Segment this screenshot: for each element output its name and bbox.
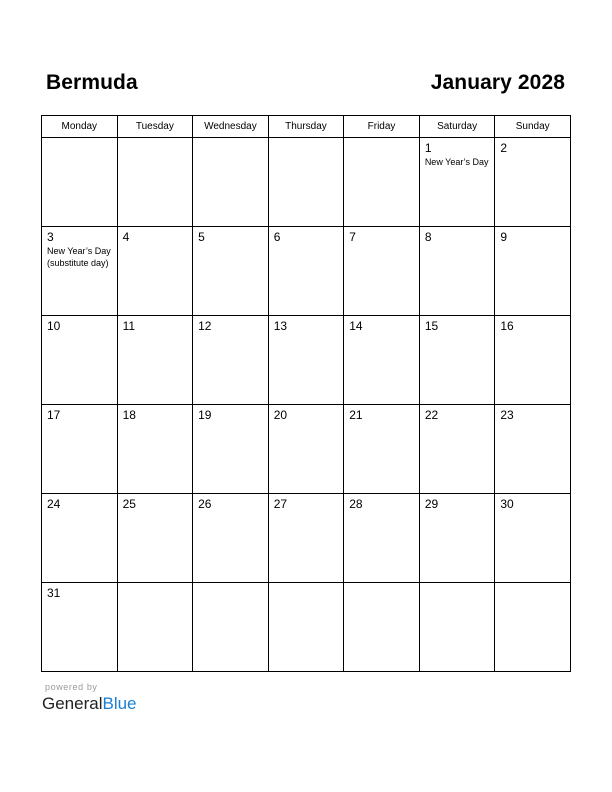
holiday-label <box>269 422 344 423</box>
day-number: 22 <box>424 408 439 422</box>
day-number: 21 <box>349 408 363 422</box>
weekday-header: Wednesday <box>193 116 269 138</box>
day-cell <box>42 227 118 316</box>
day-number: 10 <box>47 319 61 333</box>
week-row <box>42 316 571 405</box>
holiday-label <box>420 333 495 334</box>
weekday-header-row <box>42 116 571 138</box>
generalblue-logo-link[interactable] <box>42 694 137 714</box>
day-number: 14 <box>349 319 363 333</box>
day-cell <box>344 227 420 316</box>
day-number: 6 <box>273 230 281 244</box>
holiday-label <box>193 422 268 423</box>
holiday-label <box>420 586 495 587</box>
day-number: 12 <box>198 319 212 333</box>
brand-name-part1: General <box>42 694 103 713</box>
day-cell <box>344 138 420 227</box>
holiday-label <box>42 141 117 142</box>
holiday-label <box>118 244 193 245</box>
day-cell <box>495 405 571 494</box>
day-number: 8 <box>424 230 432 244</box>
weekday-header: Saturday <box>419 116 495 138</box>
holiday-label <box>269 333 344 334</box>
day-number: 25 <box>122 497 136 511</box>
day-number: 27 <box>273 497 288 511</box>
holiday-label <box>118 333 193 334</box>
week-row <box>42 494 571 583</box>
day-number: 30 <box>500 497 514 511</box>
day-cell <box>193 405 269 494</box>
holiday-label <box>193 333 268 334</box>
holiday-label <box>193 586 268 587</box>
weekday-header: Thursday <box>268 116 344 138</box>
holiday-label <box>193 511 268 512</box>
holiday-label <box>193 141 268 142</box>
day-number: 24 <box>47 497 61 511</box>
day-cell <box>419 138 495 227</box>
day-number: 19 <box>198 408 212 422</box>
day-number: 31 <box>47 586 61 600</box>
holiday-label <box>495 586 570 587</box>
day-number: 15 <box>424 319 439 333</box>
day-cell <box>495 494 571 583</box>
weekday-header: Friday <box>344 116 420 138</box>
day-number: 20 <box>273 408 288 422</box>
day-cell <box>193 316 269 405</box>
day-number: 26 <box>198 497 212 511</box>
holiday-label <box>42 600 117 601</box>
day-cell <box>42 583 118 672</box>
holiday-label <box>420 511 495 512</box>
day-number: 5 <box>198 230 205 244</box>
holiday-label <box>344 244 419 245</box>
day-cell <box>193 494 269 583</box>
day-cell <box>117 583 193 672</box>
day-cell <box>268 583 344 672</box>
day-cell <box>42 316 118 405</box>
day-number: 17 <box>47 408 61 422</box>
holiday-label <box>118 586 193 587</box>
day-number: 7 <box>349 230 356 244</box>
holiday-label <box>495 155 570 156</box>
day-cell <box>495 227 571 316</box>
day-cell <box>193 583 269 672</box>
holiday-label <box>269 511 344 512</box>
day-cell <box>193 138 269 227</box>
day-number: 13 <box>273 319 288 333</box>
day-cell <box>419 316 495 405</box>
day-cell <box>117 494 193 583</box>
holiday-label <box>495 244 570 245</box>
holiday-label <box>118 422 193 423</box>
holiday-label <box>495 422 570 423</box>
holiday-label: New Year’s Day (substitute day) <box>47 246 111 268</box>
country-title: Bermuda <box>46 71 138 94</box>
powered-by-label: powered by <box>45 682 98 692</box>
day-cell <box>495 583 571 672</box>
day-cell <box>344 494 420 583</box>
day-number: 29 <box>424 497 439 511</box>
day-number: 16 <box>500 319 514 333</box>
week-row <box>42 583 571 672</box>
day-cell <box>495 138 571 227</box>
day-cell <box>419 405 495 494</box>
day-cell <box>117 227 193 316</box>
day-cell <box>344 316 420 405</box>
holiday-label <box>42 333 117 334</box>
holiday-label <box>42 422 117 423</box>
holiday-label <box>118 141 193 142</box>
day-cell <box>344 583 420 672</box>
holiday-label <box>344 511 419 512</box>
day-cell <box>117 405 193 494</box>
weekday-header: Monday <box>42 116 118 138</box>
week-row <box>42 227 571 316</box>
day-cell <box>419 227 495 316</box>
day-cell <box>344 405 420 494</box>
day-number: 1 <box>424 141 432 155</box>
holiday-label <box>495 333 570 334</box>
holiday-label <box>344 333 419 334</box>
day-cell <box>193 227 269 316</box>
holiday-label <box>269 244 344 245</box>
day-cell <box>42 405 118 494</box>
holiday-label <box>344 141 419 142</box>
day-number: 23 <box>500 408 514 422</box>
day-number: 9 <box>500 230 508 244</box>
month-year-title: January 2028 <box>430 71 565 94</box>
day-cell <box>268 494 344 583</box>
holiday-label <box>269 586 344 587</box>
day-number: 3 <box>47 230 54 244</box>
holiday-label <box>118 511 193 512</box>
weekday-header: Tuesday <box>117 116 193 138</box>
day-cell <box>42 494 118 583</box>
holiday-label <box>269 141 344 142</box>
holiday-label <box>420 244 495 245</box>
holiday-label <box>420 422 495 423</box>
day-cell <box>42 138 118 227</box>
holiday-label: New Year’s Day <box>424 157 489 167</box>
day-cell <box>117 316 193 405</box>
day-cell <box>268 138 344 227</box>
holiday-label <box>344 422 419 423</box>
holiday-label <box>344 586 419 587</box>
calendar-grid <box>41 115 571 672</box>
week-row <box>42 138 571 227</box>
day-cell <box>419 494 495 583</box>
day-number: 11 <box>122 319 136 333</box>
holiday-label <box>42 511 117 512</box>
day-number: 2 <box>500 141 508 155</box>
day-number: 18 <box>122 408 136 422</box>
day-number: 4 <box>122 230 130 244</box>
day-cell <box>117 138 193 227</box>
holiday-label <box>193 244 268 245</box>
day-cell <box>268 405 344 494</box>
weekday-header: Sunday <box>495 116 571 138</box>
day-cell <box>268 227 344 316</box>
week-row <box>42 405 571 494</box>
day-number: 28 <box>349 497 363 511</box>
holiday-label <box>495 511 570 512</box>
brand-name-part2: Blue <box>102 694 137 713</box>
day-cell <box>495 316 571 405</box>
day-cell <box>268 316 344 405</box>
day-cell <box>419 583 495 672</box>
